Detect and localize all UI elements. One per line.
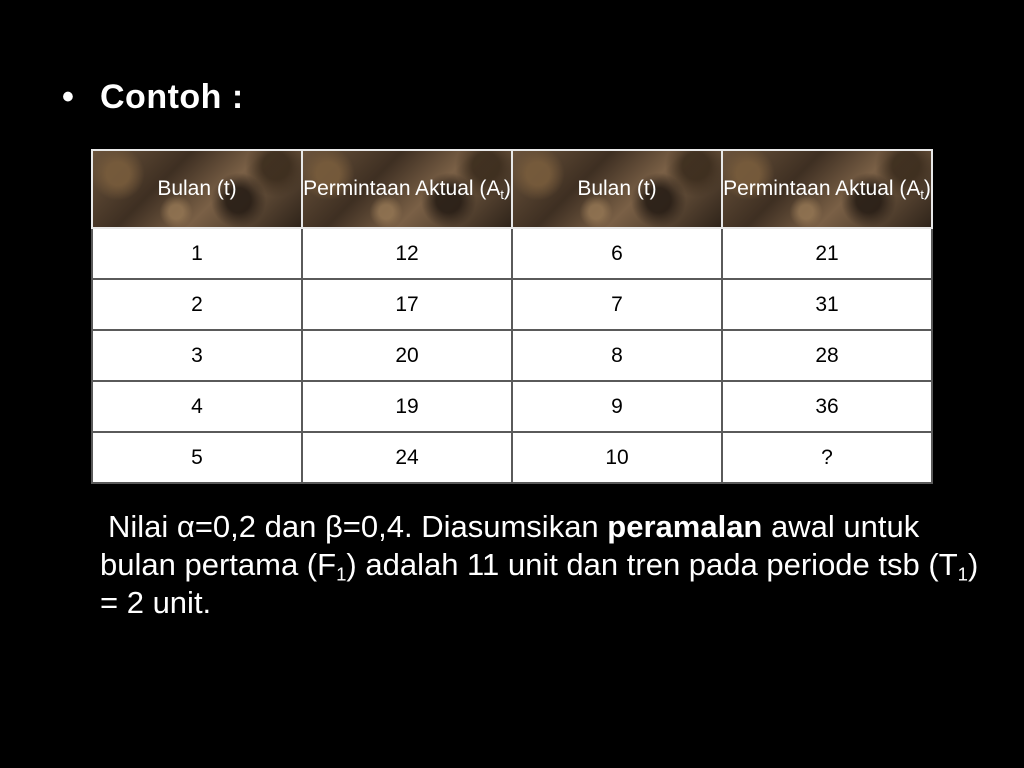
table-cell: 36 [722,381,932,432]
table-cell: 20 [302,330,512,381]
table-row [92,279,932,330]
table-cell: 28 [722,330,932,381]
bullet-icon: • [62,78,75,116]
header-cell-month-1: Bulan (t) [92,150,302,228]
table-cell: 4 [92,381,302,432]
table-cell: 12 [302,228,512,279]
table-row [92,330,932,381]
table-cell: 1 [92,228,302,279]
table-cell: 5 [92,432,302,483]
table-cell: 9 [512,381,722,432]
table-cell: 19 [302,381,512,432]
table-cell: 3 [92,330,302,381]
table-row [92,381,932,432]
table-cell: ? [722,432,932,483]
table-cell: 10 [512,432,722,483]
table-cell: 6 [512,228,722,279]
table-cell: 17 [302,279,512,330]
demand-table [91,149,933,484]
table-row [92,432,932,483]
table-cell: 21 [722,228,932,279]
table-header-row [92,150,932,228]
header-cell-demand-2: Permintaan Aktual $(A_t)$ [722,150,932,228]
table-cell: 31 [722,279,932,330]
description-paragraph: Nilai α=0,2 dan β=0,4. Diasumsikan peramalan awal untuk bulan pertama $(F_1)$ adalah 11 unit dan tren pada periode tsb $(T_1) = 2$ unit. [100,509,979,620]
header-cell-month-2: Bulan (t) [512,150,722,228]
table-cell: 7 [512,279,722,330]
header-cell-demand-1: Permintaan Aktual $(A_t)$ [302,150,512,228]
bullet-heading [62,78,244,117]
heading-label: Contoh : [100,78,244,116]
emphasis-text: peramalan [607,509,763,544]
table-cell: 8 [512,330,722,381]
table-cell: 24 [302,432,512,483]
table-row [92,228,932,279]
table-cell: 2 [92,279,302,330]
